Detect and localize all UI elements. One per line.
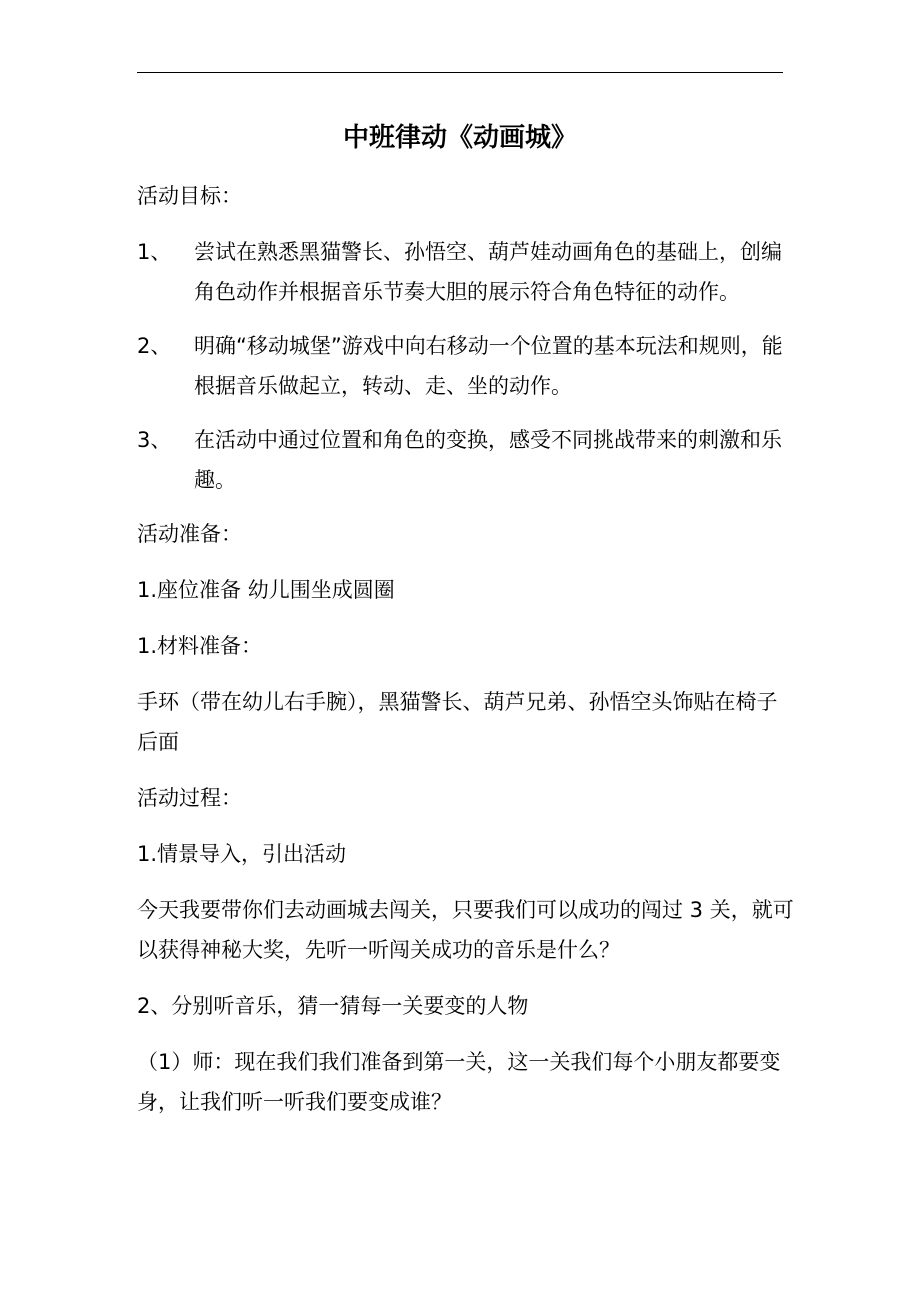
header-rule <box>137 72 783 73</box>
step1-heading: 1.情景导入，引出活动 <box>137 842 347 866</box>
goal-item-3 <box>137 420 797 500</box>
goal-item-1 <box>137 232 797 312</box>
goals-heading: 活动目标： <box>137 184 242 208</box>
goal-text: 明确“移动城堡”游戏中向右移动一个位置的基本玩法和规则，能根据音乐做起立，转动、走、坐的动作。 <box>194 334 783 398</box>
step1-text: 今天我要带你们去动画城去闯关，只要我们可以成功的闯过 3 关，就可以获得神秘大奖，先听一听闯关成功的音乐是什么？ <box>137 898 794 962</box>
step2-heading: 2、分别听音乐，猜一猜每一关要变的人物 <box>137 994 529 1018</box>
goal-number: 2、 <box>137 334 172 358</box>
document-title: 中班律动《动画城》 <box>342 123 577 153</box>
goal-number: 1、 <box>137 240 172 264</box>
prep-heading: 活动准备： <box>137 522 242 546</box>
prep-material-heading: 1.材料准备： <box>137 634 263 658</box>
goal-item-2 <box>137 326 797 406</box>
document-body <box>137 176 797 1138</box>
prep-material: 手环（带在幼儿右手腕），黑猫警长、葫芦兄弟、孙悟空头饰贴在椅子后面 <box>137 690 778 754</box>
prep-seat: 1.座位准备 幼儿围坐成圆圈 <box>137 578 395 602</box>
goal-text: 尝试在熟悉黑猫警长、孙悟空、葫芦娃动画角色的基础上，创编角色动作并根据音乐节奏大胆的展示符合角色特征的动作。 <box>194 240 782 304</box>
process-heading: 活动过程： <box>137 786 242 810</box>
goal-text: 在活动中通过位置和角色的变换，感受不同挑战带来的刺激和乐趣。 <box>194 428 782 492</box>
goal-number: 3、 <box>137 428 172 452</box>
step2-sub1: （1）师：现在我们我们准备到第一关，这一关我们每个小朋友都要变身，让我们听一听我们要变成谁？ <box>137 1050 781 1114</box>
